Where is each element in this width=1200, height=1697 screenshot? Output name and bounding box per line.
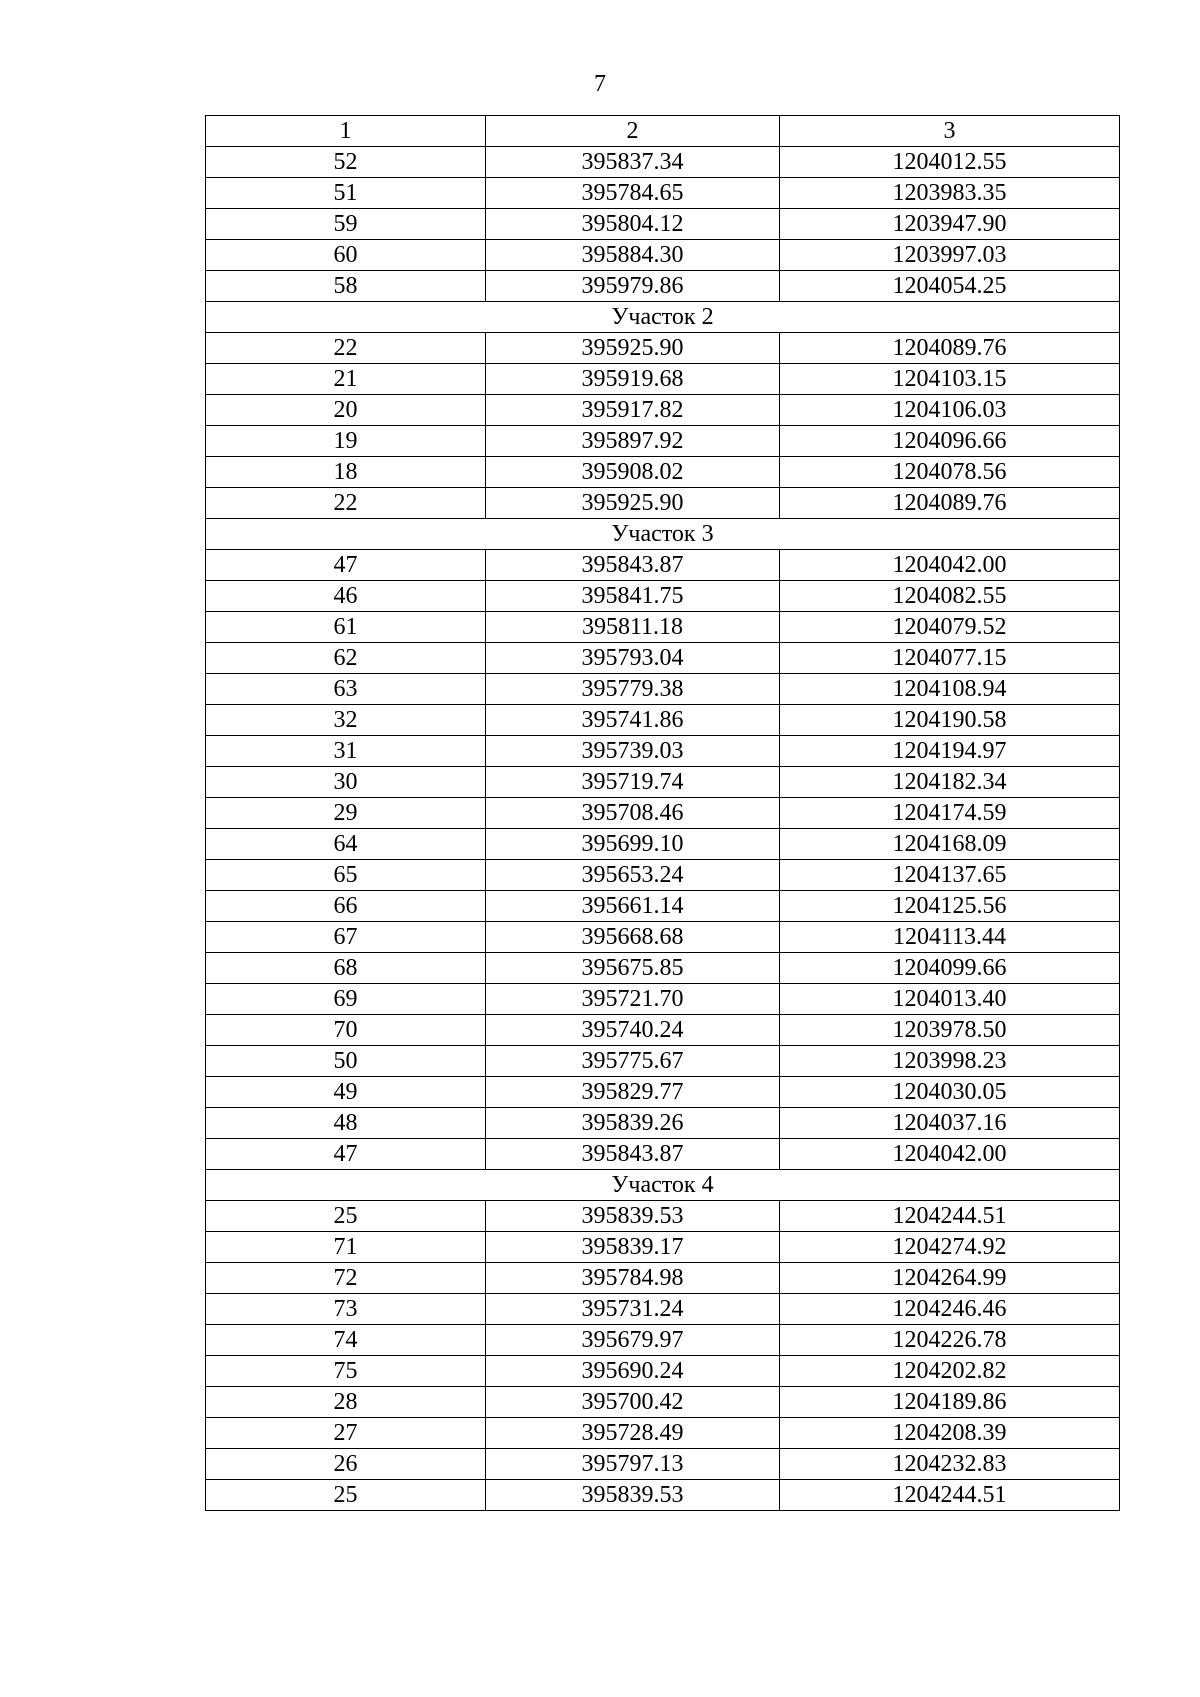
y-coordinate-cell: 1204182.34 — [780, 767, 1120, 798]
y-coordinate-cell: 1204082.55 — [780, 581, 1120, 612]
table-row — [206, 364, 1120, 395]
point-number-cell: 74 — [206, 1325, 486, 1356]
column-header: 1 — [206, 116, 486, 147]
point-number-cell: 22 — [206, 333, 486, 364]
y-coordinate-cell: 1204079.52 — [780, 612, 1120, 643]
point-number-cell: 32 — [206, 705, 486, 736]
point-number-cell: 73 — [206, 1294, 486, 1325]
point-number-cell: 61 — [206, 612, 486, 643]
column-header: 2 — [486, 116, 780, 147]
page-number: 7 — [594, 71, 606, 97]
point-number-cell: 48 — [206, 1108, 486, 1139]
y-coordinate-cell: 1204274.92 — [780, 1232, 1120, 1263]
point-number-cell: 69 — [206, 984, 486, 1015]
section-row — [206, 302, 1120, 333]
x-coordinate-cell: 395739.03 — [486, 736, 780, 767]
section-row — [206, 519, 1120, 550]
y-coordinate-cell: 1204089.76 — [780, 333, 1120, 364]
y-coordinate-cell: 1204194.97 — [780, 736, 1120, 767]
point-number-cell: 72 — [206, 1263, 486, 1294]
x-coordinate-cell: 395721.70 — [486, 984, 780, 1015]
x-coordinate-cell: 395804.12 — [486, 209, 780, 240]
y-coordinate-cell: 1203983.35 — [780, 178, 1120, 209]
table-row — [206, 178, 1120, 209]
x-coordinate-cell: 395668.68 — [486, 922, 780, 953]
y-coordinate-cell: 1204106.03 — [780, 395, 1120, 426]
table-row — [206, 271, 1120, 302]
x-coordinate-cell: 395839.17 — [486, 1232, 780, 1263]
table-row — [206, 1294, 1120, 1325]
y-coordinate-cell: 1204226.78 — [780, 1325, 1120, 1356]
table-row — [206, 674, 1120, 705]
x-coordinate-cell: 395728.49 — [486, 1418, 780, 1449]
table-row — [206, 209, 1120, 240]
table-row — [206, 488, 1120, 519]
point-number-cell: 28 — [206, 1387, 486, 1418]
x-coordinate-cell: 395829.77 — [486, 1077, 780, 1108]
y-coordinate-cell: 1204030.05 — [780, 1077, 1120, 1108]
x-coordinate-cell: 395784.65 — [486, 178, 780, 209]
point-number-cell: 63 — [206, 674, 486, 705]
table-row — [206, 1325, 1120, 1356]
x-coordinate-cell: 395653.24 — [486, 860, 780, 891]
y-coordinate-cell: 1204108.94 — [780, 674, 1120, 705]
x-coordinate-cell: 395679.97 — [486, 1325, 780, 1356]
x-coordinate-cell: 395839.53 — [486, 1480, 780, 1511]
x-coordinate-cell: 395661.14 — [486, 891, 780, 922]
x-coordinate-cell: 395675.85 — [486, 953, 780, 984]
table-row — [206, 1077, 1120, 1108]
x-coordinate-cell: 395700.42 — [486, 1387, 780, 1418]
table-row — [206, 798, 1120, 829]
table-row — [206, 333, 1120, 364]
table-row — [206, 147, 1120, 178]
table-header-row — [206, 116, 1120, 147]
table-row — [206, 550, 1120, 581]
table-row — [206, 1449, 1120, 1480]
table-row — [206, 984, 1120, 1015]
table-row — [206, 953, 1120, 984]
table-row — [206, 1480, 1120, 1511]
x-coordinate-cell: 395839.26 — [486, 1108, 780, 1139]
x-coordinate-cell: 395784.98 — [486, 1263, 780, 1294]
x-coordinate-cell: 395708.46 — [486, 798, 780, 829]
y-coordinate-cell: 1204012.55 — [780, 147, 1120, 178]
point-number-cell: 52 — [206, 147, 486, 178]
y-coordinate-cell: 1204174.59 — [780, 798, 1120, 829]
x-coordinate-cell: 395699.10 — [486, 829, 780, 860]
y-coordinate-cell: 1204168.09 — [780, 829, 1120, 860]
y-coordinate-cell: 1204042.00 — [780, 1139, 1120, 1170]
point-number-cell: 58 — [206, 271, 486, 302]
point-number-cell: 25 — [206, 1201, 486, 1232]
y-coordinate-cell: 1203997.03 — [780, 240, 1120, 271]
y-coordinate-cell: 1204125.56 — [780, 891, 1120, 922]
section-label: Участок 4 — [206, 1170, 1120, 1201]
table-row — [206, 922, 1120, 953]
y-coordinate-cell: 1204103.15 — [780, 364, 1120, 395]
table-row — [206, 1046, 1120, 1077]
table-row — [206, 457, 1120, 488]
y-coordinate-cell: 1203998.23 — [780, 1046, 1120, 1077]
table-row — [206, 1263, 1120, 1294]
point-number-cell: 49 — [206, 1077, 486, 1108]
point-number-cell: 30 — [206, 767, 486, 798]
y-coordinate-cell: 1204099.66 — [780, 953, 1120, 984]
table-row — [206, 705, 1120, 736]
y-coordinate-cell: 1204208.39 — [780, 1418, 1120, 1449]
table-row — [206, 1418, 1120, 1449]
y-coordinate-cell: 1204232.83 — [780, 1449, 1120, 1480]
x-coordinate-cell: 395897.92 — [486, 426, 780, 457]
x-coordinate-cell: 395719.74 — [486, 767, 780, 798]
y-coordinate-cell: 1204244.51 — [780, 1201, 1120, 1232]
point-number-cell: 66 — [206, 891, 486, 922]
x-coordinate-cell: 395775.67 — [486, 1046, 780, 1077]
x-coordinate-cell: 395797.13 — [486, 1449, 780, 1480]
point-number-cell: 20 — [206, 395, 486, 426]
x-coordinate-cell: 395779.38 — [486, 674, 780, 705]
y-coordinate-cell: 1204137.65 — [780, 860, 1120, 891]
x-coordinate-cell: 395925.90 — [486, 333, 780, 364]
coordinates-table — [205, 115, 1120, 1511]
y-coordinate-cell: 1204089.76 — [780, 488, 1120, 519]
x-coordinate-cell: 395919.68 — [486, 364, 780, 395]
table-row — [206, 767, 1120, 798]
point-number-cell: 47 — [206, 1139, 486, 1170]
point-number-cell: 19 — [206, 426, 486, 457]
point-number-cell: 50 — [206, 1046, 486, 1077]
x-coordinate-cell: 395843.87 — [486, 1139, 780, 1170]
y-coordinate-cell: 1204202.82 — [780, 1356, 1120, 1387]
x-coordinate-cell: 395908.02 — [486, 457, 780, 488]
point-number-cell: 25 — [206, 1480, 486, 1511]
point-number-cell: 62 — [206, 643, 486, 674]
y-coordinate-cell: 1204244.51 — [780, 1480, 1120, 1511]
section-label: Участок 2 — [206, 302, 1120, 333]
table-row — [206, 1232, 1120, 1263]
table-row — [206, 736, 1120, 767]
table-row — [206, 581, 1120, 612]
y-coordinate-cell: 1203947.90 — [780, 209, 1120, 240]
y-coordinate-cell: 1204264.99 — [780, 1263, 1120, 1294]
y-coordinate-cell: 1204190.58 — [780, 705, 1120, 736]
point-number-cell: 29 — [206, 798, 486, 829]
y-coordinate-cell: 1204054.25 — [780, 271, 1120, 302]
table-row — [206, 1015, 1120, 1046]
x-coordinate-cell: 395793.04 — [486, 643, 780, 674]
x-coordinate-cell: 395841.75 — [486, 581, 780, 612]
table-row — [206, 1387, 1120, 1418]
section-row — [206, 1170, 1120, 1201]
point-number-cell: 70 — [206, 1015, 486, 1046]
coordinates-table-body — [206, 116, 1120, 1511]
point-number-cell: 65 — [206, 860, 486, 891]
y-coordinate-cell: 1204189.86 — [780, 1387, 1120, 1418]
point-number-cell: 46 — [206, 581, 486, 612]
x-coordinate-cell: 395837.34 — [486, 147, 780, 178]
table-row — [206, 1356, 1120, 1387]
point-number-cell: 75 — [206, 1356, 486, 1387]
table-row — [206, 395, 1120, 426]
table-row — [206, 891, 1120, 922]
table-row — [206, 1139, 1120, 1170]
x-coordinate-cell: 395740.24 — [486, 1015, 780, 1046]
table-row — [206, 240, 1120, 271]
y-coordinate-cell: 1204096.66 — [780, 426, 1120, 457]
x-coordinate-cell: 395741.86 — [486, 705, 780, 736]
x-coordinate-cell: 395839.53 — [486, 1201, 780, 1232]
table-row — [206, 1108, 1120, 1139]
point-number-cell: 51 — [206, 178, 486, 209]
point-number-cell: 26 — [206, 1449, 486, 1480]
point-number-cell: 68 — [206, 953, 486, 984]
table-row — [206, 860, 1120, 891]
table-row — [206, 612, 1120, 643]
y-coordinate-cell: 1204037.16 — [780, 1108, 1120, 1139]
point-number-cell: 18 — [206, 457, 486, 488]
point-number-cell: 64 — [206, 829, 486, 860]
point-number-cell: 27 — [206, 1418, 486, 1449]
y-coordinate-cell: 1204042.00 — [780, 550, 1120, 581]
y-coordinate-cell: 1204077.15 — [780, 643, 1120, 674]
point-number-cell: 22 — [206, 488, 486, 519]
point-number-cell: 21 — [206, 364, 486, 395]
x-coordinate-cell: 395731.24 — [486, 1294, 780, 1325]
y-coordinate-cell: 1204078.56 — [780, 457, 1120, 488]
y-coordinate-cell: 1204013.40 — [780, 984, 1120, 1015]
column-header: 3 — [780, 116, 1120, 147]
table-row — [206, 643, 1120, 674]
table-row — [206, 426, 1120, 457]
x-coordinate-cell: 395917.82 — [486, 395, 780, 426]
table-row — [206, 1201, 1120, 1232]
x-coordinate-cell: 395843.87 — [486, 550, 780, 581]
point-number-cell: 31 — [206, 736, 486, 767]
section-label: Участок 3 — [206, 519, 1120, 550]
x-coordinate-cell: 395690.24 — [486, 1356, 780, 1387]
table-row — [206, 829, 1120, 860]
x-coordinate-cell: 395979.86 — [486, 271, 780, 302]
point-number-cell: 67 — [206, 922, 486, 953]
point-number-cell: 59 — [206, 209, 486, 240]
y-coordinate-cell: 1203978.50 — [780, 1015, 1120, 1046]
point-number-cell: 60 — [206, 240, 486, 271]
x-coordinate-cell: 395925.90 — [486, 488, 780, 519]
x-coordinate-cell: 395811.18 — [486, 612, 780, 643]
y-coordinate-cell: 1204113.44 — [780, 922, 1120, 953]
point-number-cell: 71 — [206, 1232, 486, 1263]
x-coordinate-cell: 395884.30 — [486, 240, 780, 271]
point-number-cell: 47 — [206, 550, 486, 581]
y-coordinate-cell: 1204246.46 — [780, 1294, 1120, 1325]
